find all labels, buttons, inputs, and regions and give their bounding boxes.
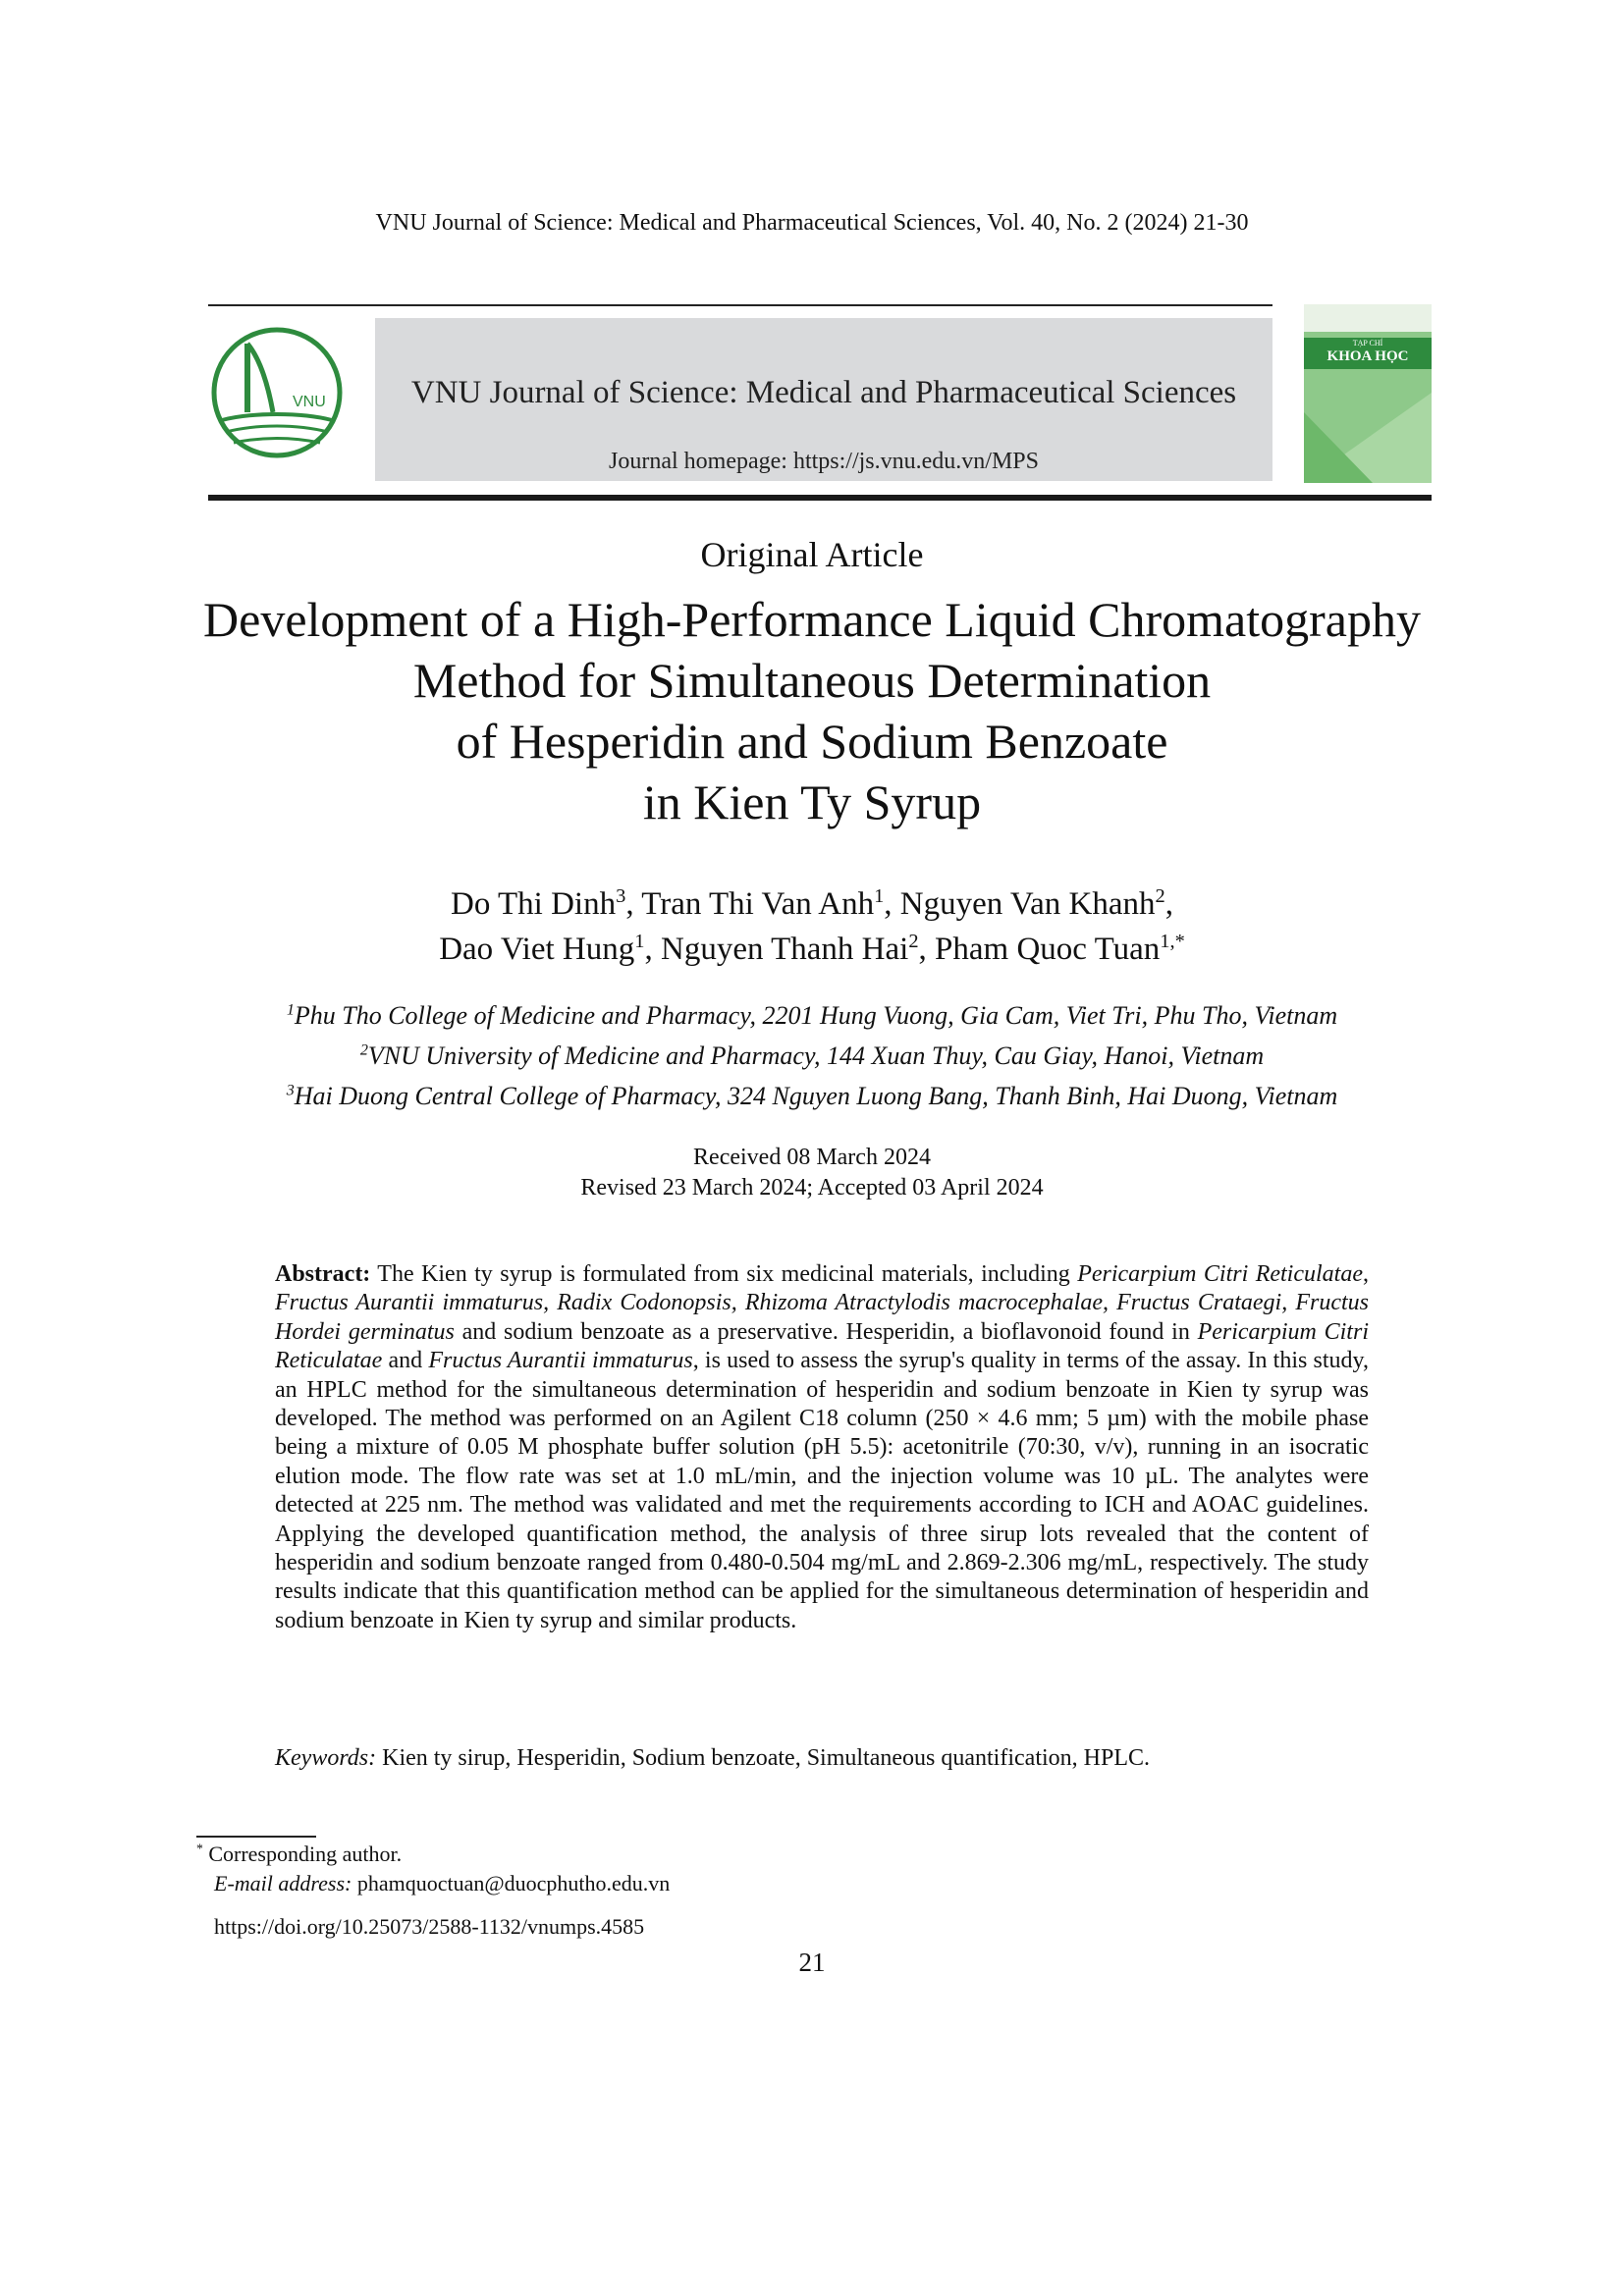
running-head: VNU Journal of Science: Medical and Pharmaceutical Sciences, Vol. 40, No. 2 (2024) 21-30 (375, 210, 1249, 236)
author-line: Do Thi Dinh$^3$, Tran Thi Van Anh$^1$, Nguyen Van Khanh$^2$, (451, 885, 1173, 922)
journal-cover-image (1304, 304, 1432, 483)
email-note: E-mail address: phamquoctuan@duocphutho.edu.vn (214, 1871, 671, 1896)
corresponding-author-note: * Corresponding author. (196, 1841, 403, 1866)
abstract: Abstract: The Kien ty syrup is formulated from six medicinal materials, including Pericarpium Citri Reticulatae, Fructus Aurantii immaturus, Radix Codonopsis, Rhizoma Atractylodis macrocephalae, Fructus Crataegi, Fructus Hordei germinatus and sodium benzoate as a preservative. Hesperidin, a bioflavonoid found in Pericarpium Citri Reticulatae and Fructus Aurantii immaturus, is used to assess the syrup's quality in terms of the assay. In this study, an HPLC method for the simultaneous determination of hesperidin and sodium benzoate in Kien ty syrup was developed. The method was performed on an Agilent C18 column (250 × 4.6 mm; 5 µm) with the mobile phase being a mixture of 0.05 M phosphate buffer solution (pH 5.5): acetonitrile (70:30, v/v), running in an isocratic elution mode. The flow rate was set at 1.0 mL/min, and the injection volume was 10 µL. The analytes were detected at 225 nm. The method was validated and met the requirements according to ICH and AOAC guidelines. Applying the developed quantification method, the analysis of three sirup lots revealed that the content of hesperidin and sodium benzoate ranged from 0.480-0.504 mg/mL and 2.869-2.306 mg/mL, respectively. The study results indicate that this quantification method can be applied for the simultaneous determination of hesperidin and sodium benzoate in Kien ty syrup and similar products. (275, 1261, 1369, 1633)
title-line: in Kien Ty Syrup (642, 774, 982, 829)
cover-art-icon (1304, 373, 1432, 483)
banner-title: VNU Journal of Science: Medical and Pharmaceutical Sciences (410, 375, 1237, 410)
affiliation: $^3$Hai Duong Central College of Pharmacy, 324 Nguyen Luong Bang, Thanh Binh, Hai Duong, Vietnam (286, 1082, 1338, 1110)
author-line: Dao Viet Hung$^1$, Nguyen Thanh Hai$^2$, Pham Quoc Tuan$^{1,*}$ (439, 931, 1185, 967)
affiliation: $^1$Phu Tho College of Medicine and Pharmacy, 2201 Hung Vuong, Gia Cam, Viet Tri, Phu Tho, Vietnam (286, 1001, 1338, 1030)
cover-header (1304, 304, 1432, 332)
title-line: Method for Simultaneous Determination (412, 653, 1212, 708)
article-type: Original Article (700, 535, 924, 574)
author-affil-mark: 3 (616, 885, 626, 907)
revised-accepted-date: Revised 23 March 2024; Accepted 03 April 2024 (580, 1175, 1044, 1201)
author-name: Nguyen Thanh Hai (660, 932, 909, 967)
author-name: Do Thi Dinh (451, 886, 617, 922)
top-rule (208, 304, 1272, 306)
author-affil-mark: 1,* (1160, 931, 1185, 952)
keywords: Keywords: Kien ty sirup, Hesperidin, Sodium benzoate, Simultaneous quantification, HPLC. (275, 1745, 1150, 1771)
author-affil-mark: 2 (1155, 885, 1165, 907)
doi-link[interactable]: https://doi.org/10.25073/2588-1132/vnumps.4585 (214, 1914, 645, 1939)
footnote-rule (196, 1836, 316, 1838)
article-dates (0, 1143, 1624, 1203)
logo-text: VNU (293, 394, 326, 410)
received-date: Received 08 March 2024 (693, 1145, 931, 1170)
keywords-label: Keywords: (275, 1745, 377, 1771)
vnu-logo-icon (208, 322, 346, 469)
title-line: Development of a High-Performance Liquid Chromatography (203, 592, 1421, 647)
cover-title-band (1304, 338, 1432, 369)
cover-small-title: TẠP CHÍ (1352, 339, 1383, 347)
author-name: Tran Thi Van Anh (641, 886, 875, 922)
author-name: Dao Viet Hung (439, 932, 635, 967)
author-list (0, 881, 1624, 972)
abstract-label: Abstract: (275, 1261, 371, 1287)
title-line: of Hesperidin and Sodium Benzoate (456, 714, 1168, 769)
author-affil-mark: 1 (874, 885, 885, 907)
affiliations (0, 995, 1624, 1116)
article-title (0, 589, 1624, 832)
header-rule (208, 495, 1432, 501)
page-number: 21 (798, 1948, 826, 1977)
author-affil-mark: 1 (634, 931, 645, 952)
author-affil-mark: 2 (908, 931, 919, 952)
author-name: Pham Quoc Tuan (935, 932, 1161, 967)
email-link[interactable]: phamquoctuan@duocphutho.edu.vn (352, 1871, 671, 1896)
affiliation: $^2$VNU University of Medicine and Pharmacy, 144 Xuan Thuy, Cau Giay, Hanoi, Vietnam (359, 1041, 1265, 1070)
author-name: Nguyen Van Khanh (899, 886, 1156, 922)
cover-big-title: KHOA HỌC (1326, 348, 1409, 364)
journal-banner (375, 318, 1272, 481)
journal-homepage[interactable]: Journal homepage: https://js.vnu.edu.vn/MPS (609, 449, 1039, 474)
